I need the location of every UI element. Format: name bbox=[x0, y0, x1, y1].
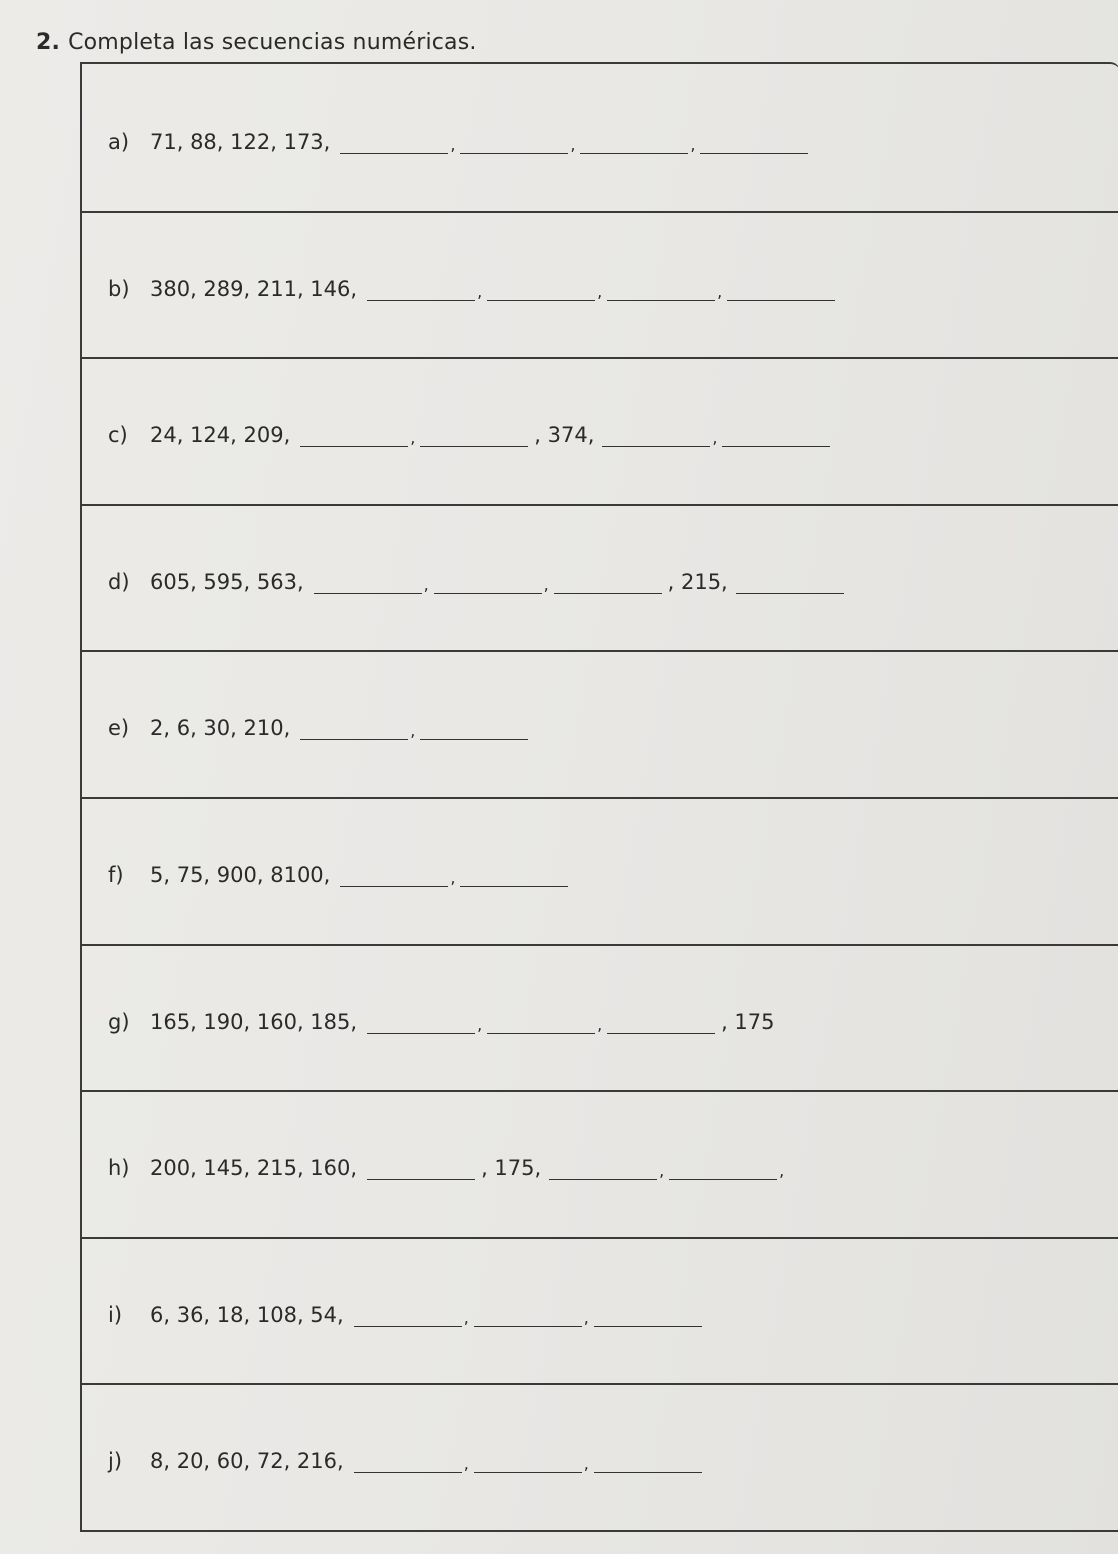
comma-separator: , bbox=[712, 428, 718, 448]
comma-separator: , bbox=[423, 574, 429, 594]
answer-blank[interactable] bbox=[367, 1011, 475, 1034]
item-letter: j) bbox=[108, 1449, 123, 1474]
given-terms: 71, 88, 122, 173, bbox=[150, 129, 331, 154]
sequence-row bbox=[82, 64, 1118, 213]
answer-blank[interactable] bbox=[354, 1304, 462, 1327]
answer-blank[interactable] bbox=[594, 1304, 702, 1327]
answer-blank[interactable] bbox=[367, 278, 475, 301]
item-letter: b) bbox=[108, 276, 130, 301]
comma-separator: , bbox=[659, 1161, 665, 1181]
sequence-row bbox=[82, 650, 1118, 799]
sequence-line bbox=[108, 1449, 704, 1473]
answer-blank[interactable] bbox=[300, 424, 408, 447]
sequence-line bbox=[108, 1156, 787, 1180]
answer-blank[interactable] bbox=[607, 1011, 715, 1034]
answer-blank[interactable] bbox=[460, 864, 568, 887]
answer-blank[interactable] bbox=[554, 571, 662, 594]
answer-blank[interactable] bbox=[420, 717, 528, 740]
answer-blank[interactable] bbox=[727, 278, 835, 301]
exercise-heading bbox=[36, 30, 477, 55]
comma-separator: , bbox=[463, 1307, 469, 1327]
answer-blank[interactable] bbox=[367, 1157, 475, 1180]
answer-blank[interactable] bbox=[736, 571, 844, 594]
sequence-line bbox=[108, 1010, 781, 1034]
comma-separator: , bbox=[597, 1014, 603, 1034]
sequence-row bbox=[82, 504, 1118, 653]
item-letter: h) bbox=[108, 1156, 130, 1181]
given-term-inline: , 175 bbox=[721, 1009, 775, 1034]
sequence-line bbox=[108, 863, 570, 887]
comma-separator: , bbox=[597, 281, 603, 301]
given-term-inline: , 215, bbox=[667, 569, 728, 594]
given-terms: 5, 75, 900, 8100, bbox=[150, 862, 331, 887]
answer-blank[interactable] bbox=[314, 571, 422, 594]
comma-separator: , bbox=[450, 134, 456, 154]
answer-blank[interactable] bbox=[580, 131, 688, 154]
sequence-row bbox=[82, 1090, 1118, 1239]
comma-separator: , bbox=[779, 1161, 785, 1181]
given-terms: 6, 36, 18, 108, 54, bbox=[150, 1302, 344, 1327]
given-terms: 2, 6, 30, 210, bbox=[150, 716, 291, 741]
sequence-line bbox=[108, 423, 832, 447]
item-letter: d) bbox=[108, 569, 130, 594]
comma-separator: , bbox=[543, 574, 549, 594]
answer-blank[interactable] bbox=[607, 278, 715, 301]
sequence-row bbox=[82, 1383, 1118, 1530]
sequence-row bbox=[82, 1237, 1118, 1386]
answer-blank[interactable] bbox=[300, 717, 408, 740]
given-terms: 8, 20, 60, 72, 216, bbox=[150, 1449, 344, 1474]
comma-separator: , bbox=[463, 1454, 469, 1474]
comma-separator: , bbox=[450, 867, 456, 887]
given-terms: 24, 124, 209, bbox=[150, 423, 291, 448]
answer-blank[interactable] bbox=[474, 1450, 582, 1473]
sequence-row bbox=[82, 211, 1118, 360]
item-letter: i) bbox=[108, 1302, 123, 1327]
sequence-line bbox=[108, 570, 846, 594]
comma-separator: , bbox=[410, 428, 416, 448]
comma-separator: , bbox=[690, 134, 696, 154]
exercise-number: 2. bbox=[36, 30, 61, 55]
answer-blank[interactable] bbox=[460, 131, 568, 154]
given-term-inline: , 175, bbox=[481, 1156, 542, 1181]
comma-separator: , bbox=[410, 721, 416, 741]
answer-blank[interactable] bbox=[474, 1304, 582, 1327]
answer-blank[interactable] bbox=[340, 864, 448, 887]
answer-blank[interactable] bbox=[669, 1157, 777, 1180]
given-terms: 165, 190, 160, 185, bbox=[150, 1009, 358, 1034]
item-letter: a) bbox=[108, 129, 130, 154]
sequence-line bbox=[108, 716, 530, 740]
answer-blank[interactable] bbox=[722, 424, 830, 447]
comma-separator: , bbox=[717, 281, 723, 301]
sequence-row bbox=[82, 797, 1118, 946]
answer-blank[interactable] bbox=[602, 424, 710, 447]
sequences-box bbox=[80, 62, 1118, 1532]
answer-blank[interactable] bbox=[594, 1450, 702, 1473]
sequence-line bbox=[108, 130, 810, 154]
sequence-line bbox=[108, 1303, 704, 1327]
item-letter: f) bbox=[108, 862, 124, 887]
answer-blank[interactable] bbox=[700, 131, 808, 154]
answer-blank[interactable] bbox=[487, 1011, 595, 1034]
given-terms: 200, 145, 215, 160, bbox=[150, 1156, 358, 1181]
given-terms: 380, 289, 211, 146, bbox=[150, 276, 358, 301]
answer-blank[interactable] bbox=[549, 1157, 657, 1180]
answer-blank[interactable] bbox=[354, 1450, 462, 1473]
item-letter: e) bbox=[108, 716, 130, 741]
sequence-line bbox=[108, 277, 837, 301]
comma-separator: , bbox=[583, 1454, 589, 1474]
comma-separator: , bbox=[570, 134, 576, 154]
answer-blank[interactable] bbox=[487, 278, 595, 301]
item-letter: g) bbox=[108, 1009, 130, 1034]
comma-separator: , bbox=[583, 1307, 589, 1327]
sequence-row bbox=[82, 357, 1118, 506]
given-term-inline: , 374, bbox=[534, 423, 595, 448]
answer-blank[interactable] bbox=[420, 424, 528, 447]
sequence-row bbox=[82, 944, 1118, 1093]
answer-blank[interactable] bbox=[340, 131, 448, 154]
comma-separator: , bbox=[477, 281, 483, 301]
item-letter: c) bbox=[108, 423, 128, 448]
answer-blank[interactable] bbox=[434, 571, 542, 594]
given-terms: 605, 595, 563, bbox=[150, 569, 304, 594]
comma-separator: , bbox=[477, 1014, 483, 1034]
exercise-instruction: Completa las secuencias numéricas. bbox=[68, 30, 477, 55]
